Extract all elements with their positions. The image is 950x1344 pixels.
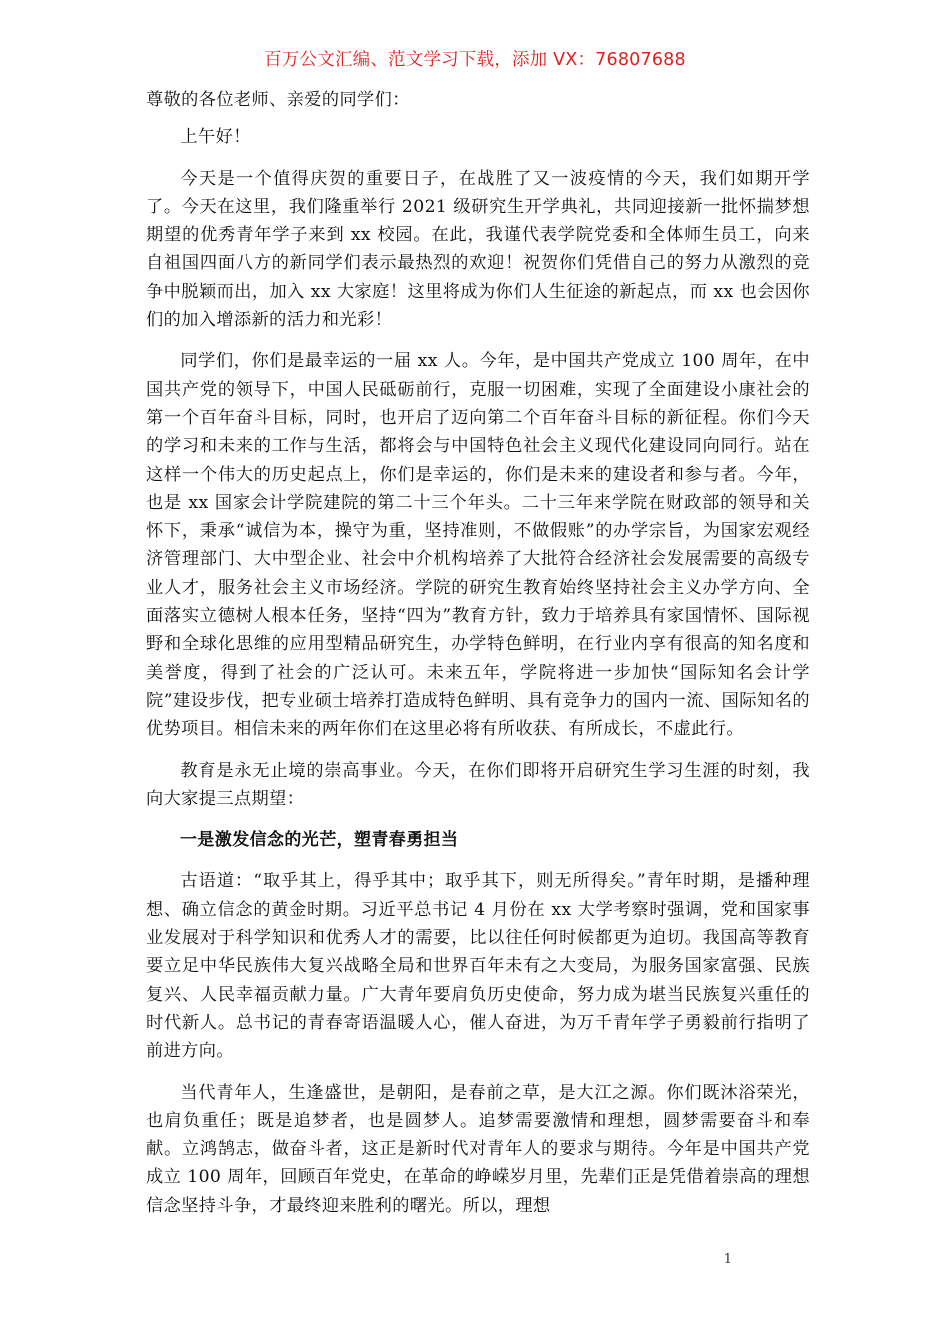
salutation-line: 尊敬的各位老师、亲爱的同学们： [146, 90, 410, 110]
download-banner: 百万公文汇编、范文学习下载，添加 VX：76807688 [264, 50, 686, 70]
body-paragraph: 同学们，你们是最幸运的一届 xx 人。今年，是中国共产党成立 100 周年，在中国共产党的领导下，中国人民砥砺前行，克服一切困难，实现了全面建设小康社会的第一个百年奋斗目标，同时，也开启了迈向第二个百年奋斗目标的新征程。你们今天的学习和未来的工作与生活，都将会与中国特色社会主义现代化建设同向同行。站在这样一个伟大的历史起点上，你们是幸运的，你们是未来的建设者和参与者。今年，也是 xx 国家会计学院建院的第二十三个年头。二十三年来学院在财政部的领导和关怀下，秉承“诚信为本，操守为重，坚持准则，不做假账”的办学宗旨，为国家宏观经济管理部门、大中型企业、社会中介机构培养了大批符合经济社会发展需要的高级专业人才，服务社会主义市场经济。学院的研究生教育始终坚持社会主义办学方向、全面落实立德树人根本任务，坚持“四为”教育方针，致力于培养具有家国情怀、国际视野和全球化思维的应用型精品研究生，办学特色鲜明，在行业内享有很高的知名度和美誉度，得到了社会的广泛认可。未来五年，学院将进一步加快“国际知名会计学院”建设步伐，把专业硕士培养打造成特色鲜明、具有竞争力的国内一流、国际知名的优势项目。相信未来的两年你们在这里必将有所收获、有所成长，不虚此行。 [146, 351, 810, 740]
greeting-line: 上午好！ [180, 127, 251, 148]
page-number: 1 [723, 1252, 732, 1267]
body-paragraph: 古语道：“取乎其上，得乎其中；取乎其下，则无所得矣。”青年时期，是播种理想、确立信念的黄金时期。习近平总书记 4 月份在 xx 大学考察时强调，党和国家事业发展对于科学知识和优秀人才的需要，比以往任何时候都更为迫切。我国高等教育要立足中华民族伟大复兴战略全局和世界百年未有之大变局，为服务国家富强、民族复兴、人民幸福贡献力量。广大青年要肩负历史使命，努力成为堪当民族复兴重任的时代新人。总书记的青春寄语温暖人心，催人奋进，为万千青年学子勇毅前行指明了前进方向。 [146, 871, 810, 1062]
body-paragraph: 当代青年人，生逢盛世，是朝阳，是春前之草，是大江之源。你们既沐浴荣光，也肩负重任；既是追梦者，也是圆梦人。追梦需要激情和理想，圆梦需要奋斗和奉献。立鸿鹄志，做奋斗者，这正是新时代对青年人的要求与期待。今年是中国共产党成立 100 周年，回顾百年党史，在革命的峥嵘岁月里，先辈们正是凭借着崇高的理想信念坚持斗争，才最终迎来胜利的曙光。所以，理想 [146, 1082, 810, 1216]
body-paragraph: 教育是永无止境的崇高事业。今天，在你们即将开启研究生学习生涯的时刻，我向大家提三点期望： [146, 760, 810, 809]
section-heading: 一是激发信念的光芒，塑青春勇担当 [180, 830, 459, 851]
body-paragraph: 今天是一个值得庆贺的重要日子，在战胜了又一波疫情的今天，我们如期开学了。今天在这里，我们隆重举行 2021 级研究生开学典礼，共同迎接新一批怀揣梦想期望的优秀青年学子来到 xx 校园。在此，我谨代表学院党委和全体师生员工，向来自祖国四面八方的新同学们表示最热烈的欢迎！祝贺你们凭借自己的努力从激烈的竞争中脱颖而出，加入 xx 大家庭！这里将成为你们人生征途的新起点，而 xx 也会因你们的加入增添新的活力和光彩！ [146, 168, 810, 331]
document-body [146, 86, 810, 1233]
